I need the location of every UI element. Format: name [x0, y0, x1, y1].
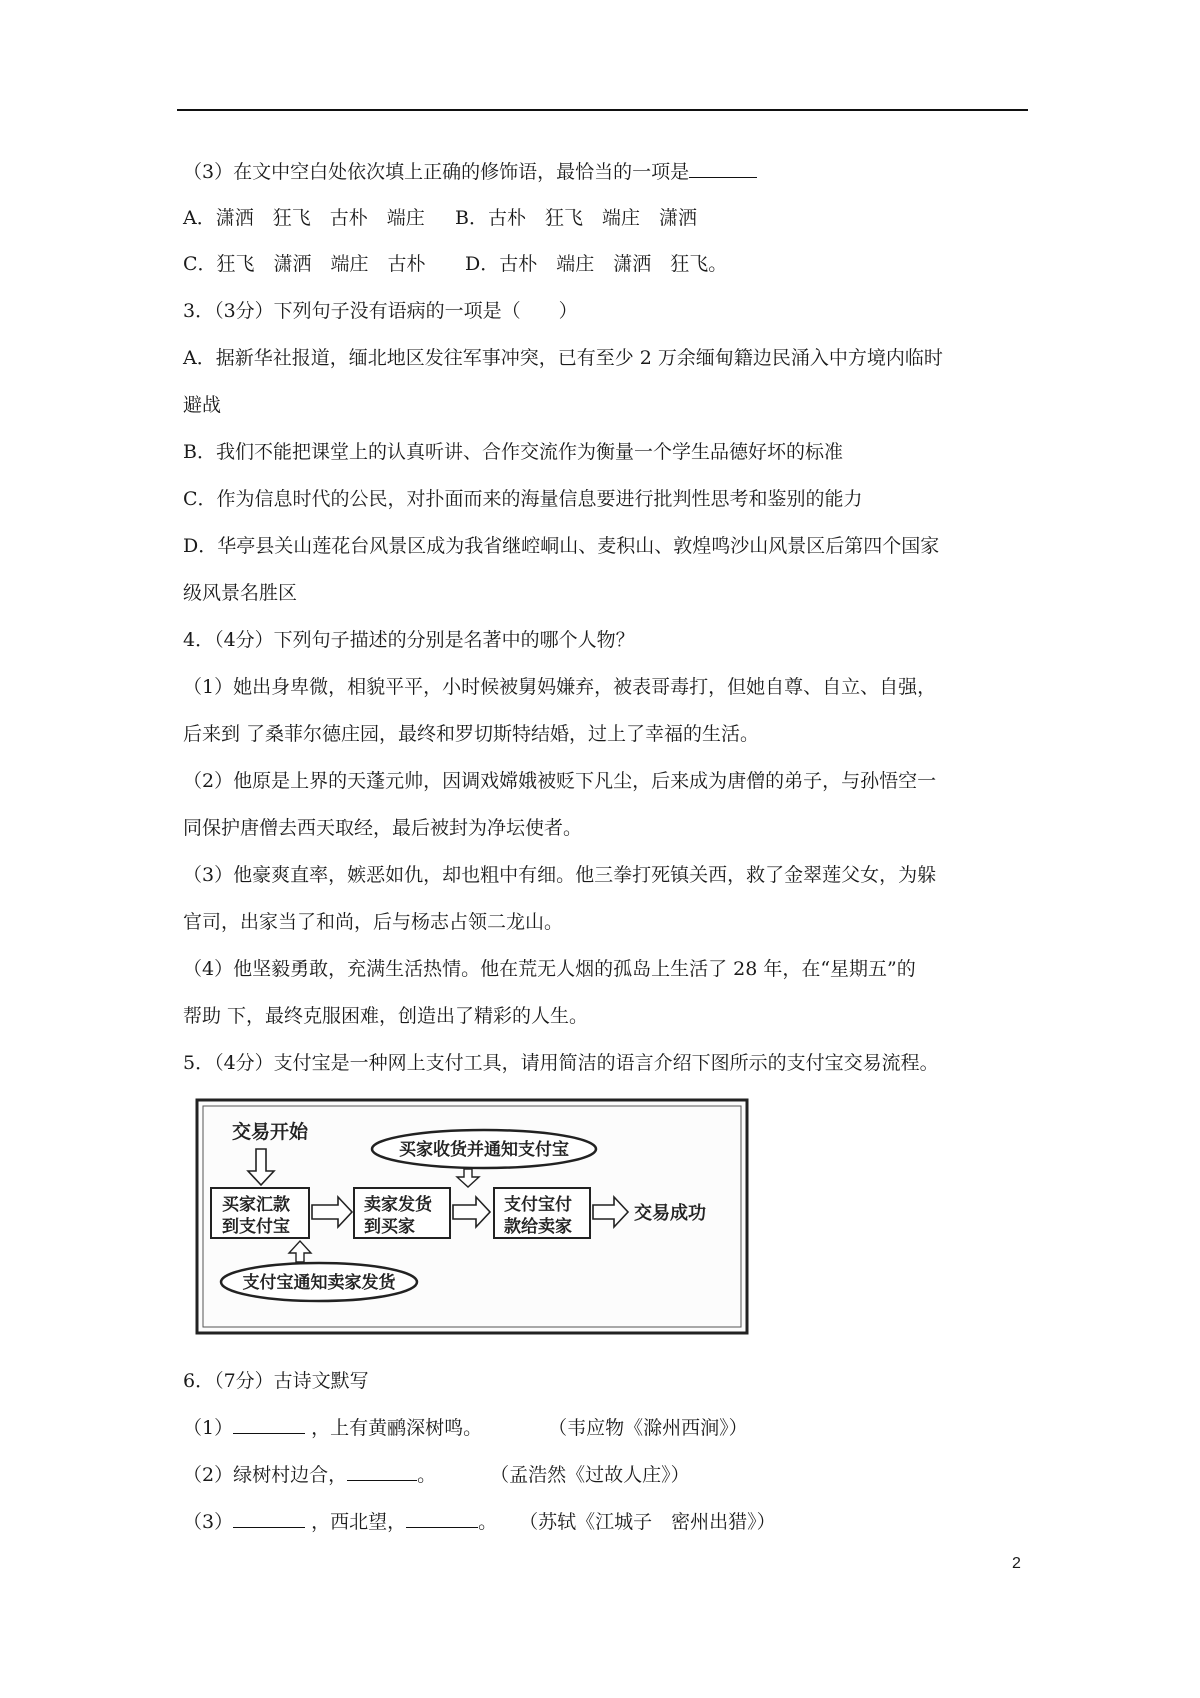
answer-blank	[347, 1462, 417, 1481]
question-4-item-2: （2）他原是上界的天蓬元帅，因调戏嫦娥被贬下凡尘，后来成为唐僧的弟子，与孙悟空一	[183, 770, 937, 792]
question-3-option-c: C．作为信息时代的公民，对扑面而来的海量信息要进行批判性思考和鉴别的能力	[183, 488, 863, 510]
source-citation: （苏轼《江城子 密州出猎》）	[519, 1511, 776, 1533]
question-2-3-stem: （3）在文中空白处依次填上正确的修饰语，最恰当的一项是	[183, 159, 757, 185]
answer-blank	[233, 1509, 305, 1528]
flow-box-3-line-1: 支付宝付	[504, 1195, 572, 1215]
page-number: 2	[1012, 1555, 1021, 1572]
option-d: D．古朴 端庄 潇洒 狂飞。	[465, 253, 728, 275]
question-4-item-4: （4）他坚毅勇敢，充满生活热情。他在荒无人烟的孤岛上生活了 28 年，在“星期五”的	[183, 958, 916, 980]
question-4-item-3: （3）他豪爽直率，嫉恶如仇，却也粗中有细。他三拳打死镇关西，救了金翠莲父女，为躲	[183, 864, 937, 886]
alipay-flow-diagram	[194, 1097, 751, 1337]
question-4-item-1-cont: 后来到 了桑菲尔德庄园，最终和罗切斯特结婚，过上了幸福的生活。	[183, 723, 760, 745]
flow-box-1-line-1: 买家汇款	[222, 1195, 290, 1215]
question-4-item-2-cont: 同保护唐僧去西天取经，最后被封为净坛使者。	[183, 817, 583, 839]
question-3-option-d-cont: 级风景名胜区	[183, 582, 298, 604]
question-3-option-b: B．我们不能把课堂上的认真听讲、合作交流作为衡量一个学生品德好坏的标准	[183, 441, 843, 463]
question-4-stem: 4．（4分）下列句子描述的分别是名著中的哪个人物？	[183, 629, 635, 651]
source-citation: （韦应物《滁州西涧》）	[548, 1417, 748, 1439]
question-3-option-a: A．据新华社报道，缅北地区发往军事冲突，已有至少 2 万余缅甸籍边民涌入中方境内临时	[183, 347, 943, 369]
question-2-3-options-cd	[183, 251, 727, 277]
option-c: C．狂飞 潇洒 端庄 古朴	[183, 253, 426, 275]
question-3-stem: 3．（3分）下列句子没有语病的一项是（ ）	[183, 300, 578, 322]
flow-start-label: 交易开始	[232, 1121, 309, 1143]
flow-box-2-line-1: 卖家发货	[364, 1195, 432, 1215]
question-5-stem: 5．（4分）支付宝是一种网上支付工具，请用简洁的语言介绍下图所示的支付宝交易流程。	[183, 1052, 939, 1074]
question-2-3-options-ab	[183, 205, 697, 231]
question-3-option-a-cont: 避战	[183, 394, 222, 416]
flow-box-2-line-2: 到买家	[364, 1217, 415, 1237]
ellipse-bottom-label: 支付宝通知卖家发货	[242, 1273, 396, 1293]
question-6-line-1: （1） ，上有黄鹂深树鸣。 （韦应物《滁州西涧》）	[183, 1417, 748, 1439]
source-citation: （孟浩然《过故人庄》）	[490, 1464, 690, 1486]
flow-box-3-line-2: 款给卖家	[504, 1217, 572, 1237]
flow-box-1-line-2: 到支付宝	[222, 1217, 290, 1237]
question-6-stem: 6．（7分）古诗文默写	[183, 1370, 369, 1392]
question-6-line-2: （2）绿树村边合， 。 （孟浩然《过故人庄》）	[183, 1464, 690, 1486]
ellipse-top-label: 买家收货并通知支付宝	[399, 1140, 569, 1160]
answer-blank	[233, 1415, 305, 1434]
question-4-item-1: （1）她出身卑微，相貌平平，小时候被舅妈嫌弃，被表哥毒打，但她自尊、自立、自强，	[183, 676, 937, 698]
answer-blank	[689, 159, 757, 178]
question-4-item-4-cont: 帮助 下，最终克服困难，创造出了精彩的人生。	[183, 1005, 589, 1027]
option-b: B．古朴 狂飞 端庄 潇洒	[455, 207, 697, 229]
header-rule	[177, 109, 1028, 111]
flow-end-label: 交易成功	[634, 1203, 706, 1224]
question-4-item-3-cont: 官司，出家当了和尚，后与杨志占领二龙山。	[183, 911, 564, 933]
option-a: A．潇洒 狂飞 古朴 端庄	[183, 207, 425, 229]
question-3-option-d: D．华亭县关山莲花台风景区成为我省继崆峒山、麦积山、敦煌鸣沙山风景区后第四个国家	[183, 535, 940, 557]
answer-blank	[406, 1509, 478, 1528]
question-6-line-3: （3） ，西北望， 。 （苏轼《江城子 密州出猎》）	[183, 1511, 776, 1533]
